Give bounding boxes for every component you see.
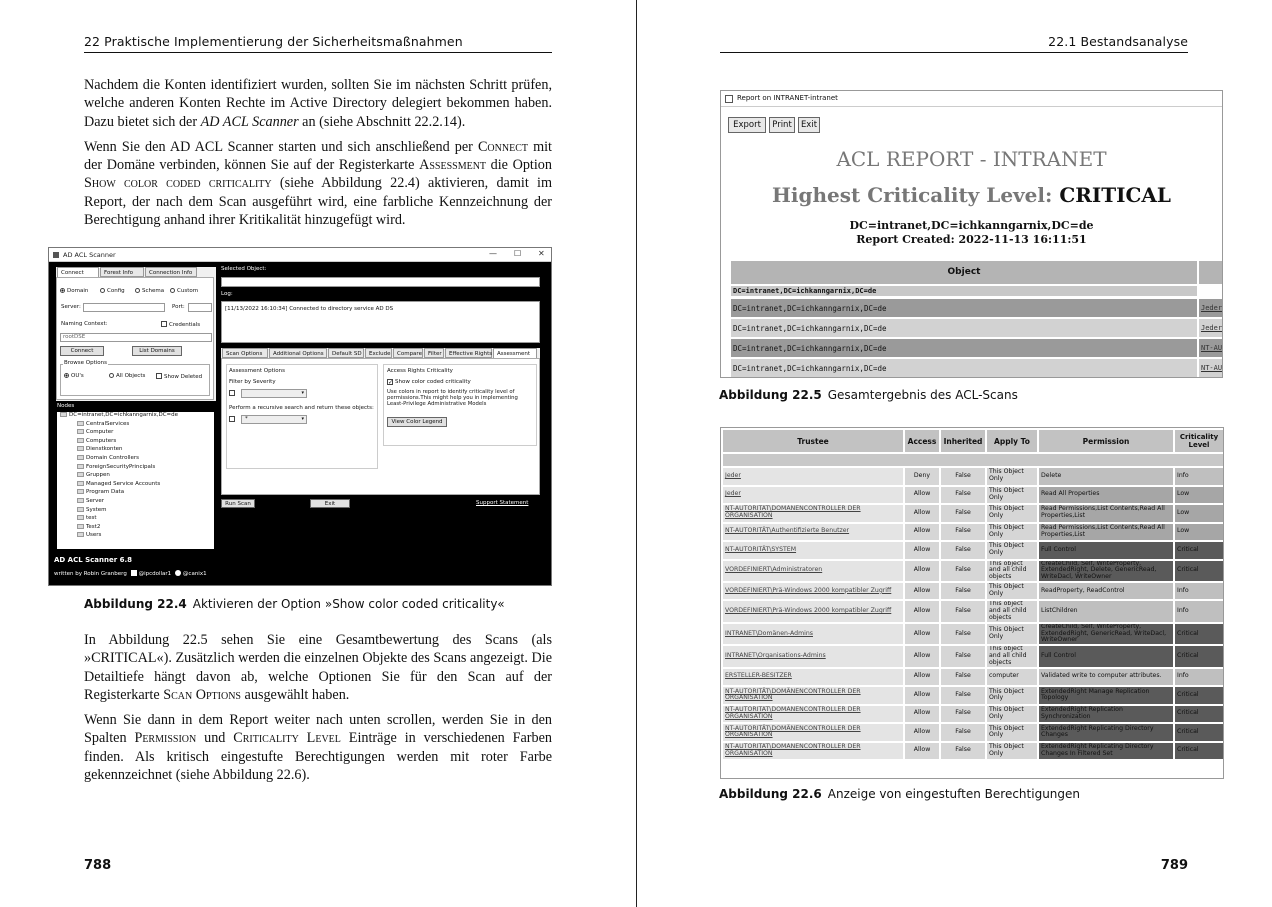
- export-button[interactable]: Export: [728, 117, 766, 133]
- tab-scan-options[interactable]: Scan Options: [222, 348, 268, 358]
- running-head-left: 22 Praktische Implementierung der Sicherheitsmaßnahmen: [84, 34, 463, 49]
- cell-access: Allow: [905, 724, 939, 741]
- assessment-tab-body: [221, 358, 540, 495]
- color-description: Use colors in report to identify criticality level of permissions.This might help you in implementing Least-Privilege Administrative Models: [387, 389, 518, 408]
- tab-default-sd[interactable]: Default SD: [328, 348, 364, 358]
- tab-exclude[interactable]: Exclude: [365, 348, 392, 358]
- tree-node[interactable]: System: [57, 507, 214, 516]
- folder-icon: [77, 446, 84, 451]
- column-header: [1199, 261, 1223, 284]
- table-row: [723, 468, 1223, 485]
- figure-caption-22-6: Abbildung 22.6 Anzeige von eingestuften Berechtigungen: [719, 787, 1081, 801]
- table-row: [723, 601, 1223, 621]
- options-panel: [221, 348, 540, 495]
- paragraph: Wenn Sie dann in dem Report weiter nach unten scrollen, werden Sie in den Spalten Permission und Criticality Level Einträge in verschiedenen Farben finden. Als kritisch eingestufte Berechtigungen werden mit roter Farbe gekennzeichnet (siehe Abbildung 22.6).: [84, 712, 553, 784]
- report-created: Report Created: 2022-11-13 16:11:51: [856, 233, 1087, 246]
- report-row-link[interactable]: NT-AU: [1199, 339, 1223, 357]
- figure-caption-22-5: Abbildung 22.5 Gesamtergebnis des ACL-Scans: [719, 388, 1018, 402]
- cell-inherited: False: [941, 542, 985, 559]
- cell-trustee[interactable]: Jeder: [723, 487, 903, 504]
- twitter-icon: [131, 570, 137, 576]
- tab-compare[interactable]: Compare: [393, 348, 423, 358]
- cell-apply: This Object Only: [987, 687, 1037, 704]
- app-icon: [53, 252, 59, 258]
- report-titlebar: Report on INTRANET-intranet: [721, 91, 1222, 107]
- cell-access: Allow: [905, 542, 939, 559]
- folder-icon: [77, 524, 84, 529]
- run-scan-button[interactable]: Run Scan: [221, 499, 255, 508]
- tree-node[interactable]: Users: [57, 532, 214, 541]
- cell-level: Low: [1175, 487, 1223, 504]
- tree-node[interactable]: Dienstkonten: [57, 446, 214, 455]
- cell-access: Allow: [905, 706, 939, 723]
- column-header: Criticality Level: [1175, 430, 1223, 452]
- tree-node[interactable]: Computer: [57, 429, 214, 438]
- table-row: [723, 743, 1223, 760]
- radio-domain[interactable]: Domain: [60, 288, 88, 294]
- tab-effective-rights[interactable]: Effective Rights: [445, 348, 492, 358]
- assessment-options-label: Assessment Options: [229, 368, 285, 374]
- port-input[interactable]: [188, 303, 212, 312]
- object-header: Object: [731, 261, 1197, 284]
- port-label: Port:: [172, 304, 185, 310]
- cell-perm: ExtendedRight Replicating Directory Changes In Filtered Set: [1039, 743, 1173, 760]
- cell-access: Allow: [905, 561, 939, 581]
- table-row: [723, 487, 1223, 504]
- report-title: ACL REPORT - INTRANET: [836, 147, 1107, 171]
- recursive-label: Perform a recursive search and return these objects:: [229, 405, 374, 411]
- table-row: [723, 687, 1223, 704]
- cell-perm: CreateChild, Self, WriteProperty, ExtendedRight, Delete, GenericRead, WriteDacl, WriteOwner: [1039, 561, 1173, 581]
- report-dn: DC=intranet,DC=ichkanngarnix,DC=de: [849, 219, 1094, 232]
- tree-root-node[interactable]: DC=intranet,DC=ichkanngarnix,DC=de: [57, 412, 214, 421]
- cell-inherited: False: [941, 583, 985, 600]
- permissions-table: [721, 428, 1224, 761]
- cell-level: Critical: [1175, 724, 1223, 741]
- table-row: [723, 624, 1223, 644]
- cell-access: Allow: [905, 505, 939, 522]
- cell-access: Allow: [905, 624, 939, 644]
- cell-access: Allow: [905, 601, 939, 621]
- log-label: Log:: [221, 291, 233, 297]
- cell-apply: This Object Only: [987, 505, 1037, 522]
- column-header: Access: [905, 430, 939, 452]
- column-header: Permission: [1039, 430, 1173, 452]
- cell-apply: This Object Only: [987, 624, 1037, 644]
- paragraph: Wenn Sie den AD ACL Scanner starten und sich anschließend per Connect mit der Domäne verbinden, können Sie auf der Registerkarte Assessment die Option Show color coded criticality (siehe Abbildung 22.4) aktivieren, damit im Report, der nach dem Scan ausgeführt wird, eine farbliche Kennzeichnung der Berechtigung anhand ihrer Kritikalität hinzugefügt wird.: [84, 138, 552, 229]
- cell-level: Critical: [1175, 743, 1223, 760]
- body-text-bottom: [84, 631, 552, 791]
- tree-node[interactable]: CentralServices: [57, 421, 214, 430]
- cell-perm: Read All Properties: [1039, 487, 1173, 504]
- cell-level: Low: [1175, 524, 1223, 541]
- severity-select[interactable]: [241, 389, 307, 398]
- report-row-link[interactable]: NT-AU: [1199, 359, 1223, 377]
- report-row: DC=intranet,DC=ichkanngarnix,DC=de: [731, 359, 1197, 377]
- cell-perm: ExtendedRight Replicating Directory Changes: [1039, 724, 1173, 741]
- exit-button[interactable]: Exit: [310, 499, 350, 508]
- browse-options-label: Browse Options: [64, 360, 107, 366]
- access-rights-label: Access Rights Criticality: [387, 368, 453, 374]
- cell-level: Critical: [1175, 687, 1223, 704]
- tree-node[interactable]: test: [57, 515, 214, 524]
- cell-perm: ReadProperty, ReadControl: [1039, 583, 1173, 600]
- window-icon: [725, 95, 733, 103]
- folder-icon: [77, 438, 84, 443]
- folder-icon: [77, 455, 84, 460]
- cell-level: Info: [1175, 601, 1223, 621]
- table-row: [723, 524, 1223, 541]
- cell-access: Deny: [905, 468, 939, 485]
- cell-inherited: False: [941, 468, 985, 485]
- chevron-down-icon: ▾: [301, 390, 304, 396]
- view-color-legend-button[interactable]: View Color Legend: [387, 417, 447, 427]
- cell-inherited: False: [941, 487, 985, 504]
- cell-inherited: False: [941, 646, 985, 666]
- tree-node[interactable]: Managed Service Accounts: [57, 481, 214, 490]
- criticality-level: Highest Criticality Level: CRITICAL: [772, 183, 1171, 207]
- acl-report-screenshot: [720, 90, 1223, 378]
- cell-perm: Full Control: [1039, 646, 1173, 666]
- cell-trustee[interactable]: NT-AUTORITÄT\DOMÄNENCONTROLLER DER ORGANISATION: [723, 706, 903, 723]
- page-number-right: 789: [1160, 858, 1188, 873]
- folder-icon: [77, 498, 84, 503]
- server-input[interactable]: [83, 303, 165, 312]
- cell-perm: Read Permissions,List Contents,Read All Properties,List: [1039, 524, 1173, 541]
- cell-level: Critical: [1175, 561, 1223, 581]
- cell-apply: This Object Only: [987, 468, 1037, 485]
- cell-inherited: False: [941, 524, 985, 541]
- body-text-top: [84, 76, 552, 236]
- table-spacer-row: [723, 454, 1223, 466]
- scanner-author: written by Robin Granberg @ipcdollar1 @canix1: [54, 571, 207, 577]
- maximize-icon[interactable]: ☐: [514, 249, 522, 258]
- cell-trustee[interactable]: NT-AUTORITÄT\DOMÄNENCONTROLLER DER ORGANISATION: [723, 687, 903, 704]
- tab-forest-info[interactable]: Forest Info: [100, 267, 144, 277]
- minimize-icon[interactable]: —: [489, 249, 497, 258]
- cell-perm: ExtendedRight Replication Synchronization: [1039, 706, 1173, 723]
- cell-perm: Validated write to computer attributes.: [1039, 669, 1173, 686]
- cell-perm: Full Control: [1039, 542, 1173, 559]
- log-line: [11/13/2022 16:10:34] Connected to directory service AD DS: [225, 306, 394, 312]
- nodes-tree[interactable]: [57, 412, 214, 549]
- table-row: [723, 583, 1223, 600]
- cell-inherited: False: [941, 743, 985, 760]
- browse-options-group: [60, 360, 210, 396]
- cell-access: Allow: [905, 646, 939, 666]
- folder-icon: [77, 515, 84, 520]
- folder-icon: [60, 412, 67, 417]
- radio-config[interactable]: Config: [100, 288, 125, 294]
- show-deleted-checkbox[interactable]: Show Deleted: [156, 373, 202, 380]
- selected-object-label: Selected Object:: [221, 266, 267, 272]
- cell-level: Critical: [1175, 542, 1223, 559]
- report-row-link[interactable]: Jeder: [1199, 299, 1223, 317]
- access-rights-group: [383, 364, 537, 446]
- tree-node[interactable]: Computers: [57, 438, 214, 447]
- cell-level: Low: [1175, 505, 1223, 522]
- cell-access: Allow: [905, 583, 939, 600]
- cell-trustee[interactable]: INTRANET\Organisations-Admins: [723, 646, 903, 666]
- cell-apply: This Object Only: [987, 524, 1037, 541]
- radio-custom[interactable]: Custom: [170, 288, 198, 294]
- group-row: DC=intranet,DC=ichkanngarnix,DC=de: [731, 286, 1197, 296]
- list-domains-button[interactable]: List Domains: [132, 346, 182, 356]
- table-row: [723, 724, 1223, 741]
- cell-inherited: False: [941, 561, 985, 581]
- cell-trustee[interactable]: VORDEFINIERT\Administratoren: [723, 561, 903, 581]
- cell-access: Allow: [905, 669, 939, 686]
- figure-caption-22-4: Abbildung 22.4 Aktivieren der Option »Show color coded criticality«: [84, 597, 505, 611]
- naming-context-label: Naming Context:: [61, 321, 108, 327]
- print-button[interactable]: Print: [769, 117, 795, 133]
- github-icon: [175, 570, 181, 576]
- cell-apply: This Object Only: [987, 487, 1037, 504]
- cell-level: Critical: [1175, 706, 1223, 723]
- cell-inherited: False: [941, 601, 985, 621]
- cell-trustee[interactable]: NT-AUTORITÄT\DOMÄNENCONTROLLER DER ORGANISATION: [723, 724, 903, 741]
- cell-level: Info: [1175, 468, 1223, 485]
- cell-trustee[interactable]: VORDEFINIERT\Prä-Windows 2000 kompatibler Zugriff: [723, 583, 903, 600]
- chevron-down-icon: ▾: [301, 416, 304, 422]
- column-header: Apply To: [987, 430, 1037, 452]
- cell-inherited: False: [941, 669, 985, 686]
- recursive-checkbox[interactable]: [229, 416, 237, 423]
- table-row: [723, 505, 1223, 522]
- page-number-left: 788: [84, 858, 112, 873]
- cell-perm: CreateChild, Self, WriteProperty, ExtendedRight, GenericRead, WriteDacl, WriteOwner: [1039, 624, 1173, 644]
- cell-perm: ExtendedRight Manage Replication Topology: [1039, 687, 1173, 704]
- paragraph: Nachdem die Konten identifiziert wurden, sollten Sie im nächsten Schritt prüfen, welche anderen Konten Rechte im Active Directory delegiert bekommen haben. Dazu bietet sich der AD ACL Scanner an (siehe Abschnitt 22.2.14).: [84, 77, 552, 130]
- folder-icon: [77, 507, 84, 512]
- cell-trustee[interactable]: NT-AUTORITÄT\Authentifizierte Benutzer: [723, 524, 903, 541]
- credentials-checkbox[interactable]: Credentials: [161, 321, 200, 328]
- cell-trustee[interactable]: INTRANET\Domänen-Admins: [723, 624, 903, 644]
- tab-additional-options[interactable]: Additional Options: [269, 348, 327, 358]
- cell-inherited: False: [941, 624, 985, 644]
- filter-severity-checkbox[interactable]: [229, 390, 237, 397]
- recursive-select[interactable]: * ▾: [241, 415, 307, 424]
- close-icon[interactable]: ✕: [538, 249, 545, 258]
- report-row: DC=intranet,DC=ichkanngarnix,DC=de: [731, 319, 1197, 337]
- tab-connect[interactable]: Connect: [57, 267, 99, 277]
- cell-inherited: False: [941, 505, 985, 522]
- folder-icon: [77, 464, 84, 469]
- selected-object-input[interactable]: [221, 277, 540, 287]
- connect-panel: [56, 267, 216, 401]
- header-rule: [720, 52, 1188, 53]
- folder-icon: [77, 472, 84, 477]
- cell-access: Allow: [905, 743, 939, 760]
- cell-access: Allow: [905, 524, 939, 541]
- exit-button[interactable]: Exit: [798, 117, 820, 133]
- scanner-titlebar: AD ACL Scanner — ☐ ✕: [49, 248, 551, 262]
- cell-inherited: False: [941, 706, 985, 723]
- cell-apply: This Object Only: [987, 706, 1037, 723]
- folder-icon: [77, 532, 84, 537]
- tree-node[interactable]: Server: [57, 498, 214, 507]
- radio-schema[interactable]: Schema: [135, 288, 164, 294]
- tree-node[interactable]: Gruppen: [57, 472, 214, 481]
- cell-trustee[interactable]: NT-AUTORITÄT\DOMÄNENCONTROLLER DER ORGANISATION: [723, 743, 903, 760]
- tree-node[interactable]: Domain Controllers: [57, 455, 214, 464]
- folder-icon: [77, 429, 84, 434]
- log-box: [221, 301, 540, 343]
- cell-access: Allow: [905, 687, 939, 704]
- tab-assessment[interactable]: Assessment: [493, 348, 537, 358]
- cell-inherited: False: [941, 724, 985, 741]
- folder-icon: [77, 489, 84, 494]
- support-statement-link[interactable]: Support Statement: [476, 500, 529, 506]
- running-head-right: 22.1 Bestandsanalyse: [1048, 34, 1188, 49]
- table-row: [723, 542, 1223, 559]
- cell-perm: ListChildren: [1039, 601, 1173, 621]
- cell-level: Critical: [1175, 646, 1223, 666]
- table-row: [723, 669, 1223, 686]
- scanner-version: AD ACL Scanner 6.8: [54, 556, 133, 564]
- cell-perm: Read Permissions,List Contents,Read All Properties,List: [1039, 505, 1173, 522]
- permissions-table-screenshot: [720, 427, 1224, 779]
- cell-apply: This Object Only: [987, 542, 1037, 559]
- cell-apply: This Object Only: [987, 583, 1037, 600]
- cell-level: Info: [1175, 583, 1223, 600]
- cell-apply: This Object Only: [987, 743, 1037, 760]
- header-rule: [84, 52, 552, 53]
- cell-access: Allow: [905, 487, 939, 504]
- cell-apply: This object and all child objects: [987, 646, 1037, 666]
- cell-level: Critical: [1175, 624, 1223, 644]
- connect-button[interactable]: Connect: [60, 346, 104, 356]
- report-row: DC=intranet,DC=ichkanngarnix,DC=de: [731, 299, 1197, 317]
- tab-connection-info[interactable]: Connection Info: [145, 267, 197, 277]
- cell-trustee[interactable]: Jeder: [723, 468, 903, 485]
- cell-apply: This object and all child objects: [987, 601, 1037, 621]
- folder-icon: [77, 481, 84, 486]
- tree-node[interactable]: ForeignSecurityPrincipals: [57, 464, 214, 473]
- column-header: Trustee: [723, 430, 903, 452]
- cell-apply: computer: [987, 669, 1037, 686]
- cell-trustee[interactable]: VORDEFINIERT\Prä-Windows 2000 kompatibler Zugriff: [723, 601, 903, 621]
- table-row: [723, 646, 1223, 666]
- nodes-label: Nodes: [57, 403, 75, 409]
- cell-trustee[interactable]: NT-AUTORITÄT\DOMÄNENCONTROLLER DER ORGANISATION: [723, 505, 903, 522]
- column-header: Inherited: [941, 430, 985, 452]
- assessment-options-group: [226, 364, 378, 469]
- cell-apply: This object and all child objects: [987, 561, 1037, 581]
- report-row-link[interactable]: Jeder: [1199, 319, 1223, 337]
- table-row: [723, 561, 1223, 581]
- cell-trustee[interactable]: ERSTELLER-BESITZER: [723, 669, 903, 686]
- folder-icon: [77, 421, 84, 426]
- cell-inherited: False: [941, 687, 985, 704]
- show-color-checkbox[interactable]: ✓ Show color coded criticality: [388, 379, 471, 386]
- radio-ous[interactable]: OU's: [64, 373, 84, 379]
- paragraph: In Abbildung 22.5 sehen Sie eine Gesamtbewertung des Scans (als »CRITICAL«). Zusätzlich werden die einzelnen Objekte des Scans angezeigt. Die Detailtiefe hängt davon ab, welche Optionen Sie für den Scan auf der Registerkarte Scan Options ausgewählt haben.: [84, 632, 552, 703]
- cell-apply: This Object Only: [987, 724, 1037, 741]
- server-label: Server:: [61, 304, 81, 310]
- naming-context-input[interactable]: rootDSE: [60, 333, 212, 342]
- tree-node[interactable]: Test2: [57, 524, 214, 533]
- cell-perm: Delete: [1039, 468, 1173, 485]
- cell-level: Info: [1175, 669, 1223, 686]
- tree-node[interactable]: Program Data: [57, 489, 214, 498]
- connect-tab-body: [56, 277, 214, 400]
- filter-severity-label: Filter by Severity: [229, 379, 276, 385]
- tab-filter[interactable]: Filter: [424, 348, 444, 358]
- report-row: DC=intranet,DC=ichkanngarnix,DC=de: [731, 339, 1197, 357]
- radio-all-objects[interactable]: All Objects: [109, 373, 145, 379]
- cell-trustee[interactable]: NT-AUTORITÄT\SYSTEM: [723, 542, 903, 559]
- table-row: [723, 706, 1223, 723]
